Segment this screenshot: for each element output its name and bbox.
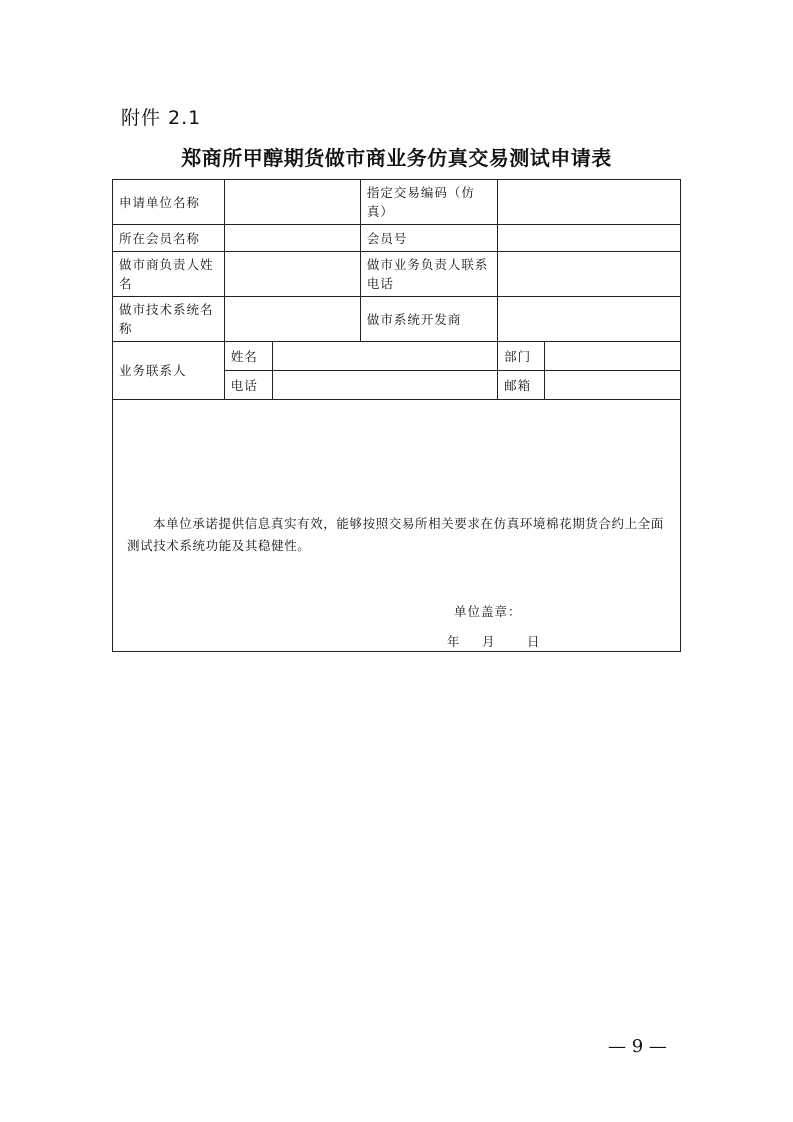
business-head-phone-field[interactable] — [498, 252, 681, 297]
member-name-field[interactable] — [224, 225, 360, 252]
applicant-name-label: 申请单位名称 — [113, 180, 225, 225]
email-label: 邮箱 — [498, 371, 545, 400]
commitment-statement: 本单位承诺提供信息真实有效，能够按照交易所相关要求在仿真环境棉花期货合约上全面测试技术系统功能及其稳健性。 — [127, 515, 664, 553]
page-number: — 9 — — [608, 1036, 667, 1057]
tech-system-name-field[interactable] — [224, 297, 360, 342]
statement-cell — [113, 400, 681, 652]
seal-label: 单位盖章： — [454, 604, 522, 619]
date-year-label: 年 — [447, 634, 461, 649]
date-day-label: 日 — [527, 634, 541, 649]
market-maker-head-field[interactable] — [224, 252, 360, 297]
member-name-label: 所在会员名称 — [113, 225, 225, 252]
department-field[interactable] — [544, 342, 680, 371]
contact-phone-label: 电话 — [224, 371, 272, 400]
member-number-label: 会员号 — [360, 225, 497, 252]
application-form-table — [112, 179, 681, 652]
applicant-name-field[interactable] — [224, 180, 360, 225]
form-row-system — [113, 297, 681, 342]
business-head-phone-label: 做市业务负责人联系电话 — [360, 252, 497, 297]
tech-system-name-label: 做市技术系统名称 — [113, 297, 225, 342]
business-contact-label: 业务联系人 — [113, 342, 225, 400]
system-developer-label: 做市系统开发商 — [360, 297, 497, 342]
form-row-responsible — [113, 252, 681, 297]
trading-code-field[interactable] — [498, 180, 681, 225]
form-row-statement — [113, 400, 681, 652]
contact-name-label: 姓名 — [224, 342, 272, 371]
form-row-contact-1 — [113, 342, 681, 371]
contact-phone-field[interactable] — [272, 371, 498, 400]
attachment-label: 附件 2.1 — [121, 107, 202, 129]
form-row-member — [113, 225, 681, 252]
date-month-label: 月 — [482, 634, 496, 649]
email-field[interactable] — [544, 371, 680, 400]
department-label: 部门 — [498, 342, 545, 371]
market-maker-head-label: 做市商负责人姓名 — [113, 252, 225, 297]
member-number-field[interactable] — [498, 225, 681, 252]
trading-code-label: 指定交易编码（仿真） — [360, 180, 497, 225]
contact-name-field[interactable] — [272, 342, 498, 371]
form-title: 郑商所甲醇期货做市商业务仿真交易测试申请表 — [181, 146, 612, 170]
form-row-applicant — [113, 180, 681, 225]
system-developer-field[interactable] — [498, 297, 681, 342]
